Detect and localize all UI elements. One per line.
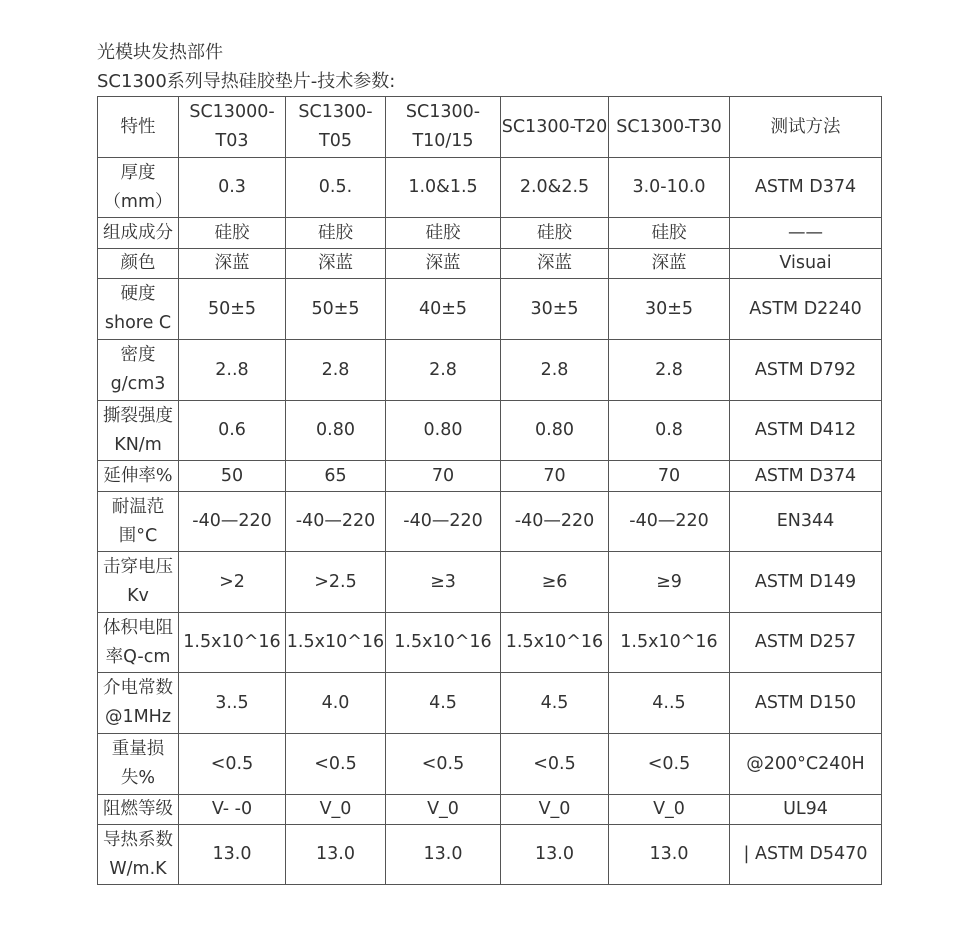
row-label: [98, 249, 179, 279]
value-cell: 40±5: [386, 279, 501, 340]
value-cell: 13.0: [609, 825, 730, 885]
test-method-cell: ASTM D412: [730, 401, 882, 461]
row-label-line: 组成成分: [103, 222, 173, 243]
row-label-line: 导热系数: [103, 829, 173, 850]
value-cell: 硅胶: [609, 218, 730, 249]
value-cell: 70: [501, 461, 609, 492]
row-label-line: 延伸率%: [103, 465, 173, 486]
header-test-method: 测试方法: [730, 97, 882, 158]
value-cell: <0.5: [286, 734, 386, 795]
table-row: [98, 218, 882, 249]
value-cell: 70: [386, 461, 501, 492]
row-label-line: 体积电阻: [103, 617, 173, 638]
value-cell: -40—220: [501, 492, 609, 552]
test-method-cell: @200°C240H: [730, 734, 882, 795]
test-method-cell: ASTM D374: [730, 158, 882, 218]
value-cell: 1.5x10^16: [609, 613, 730, 673]
header-product-line: T10/15: [412, 131, 474, 151]
test-method-cell: ASTM D792: [730, 340, 882, 401]
value-cell: 0.5.: [286, 158, 386, 218]
table-row: [98, 461, 882, 492]
value-cell: 50±5: [286, 279, 386, 340]
row-label: [98, 673, 179, 734]
row-label: [98, 492, 179, 552]
value-cell: -40—220: [286, 492, 386, 552]
header-product-line: T03: [215, 131, 249, 151]
value-cell: 2.0&2.5: [501, 158, 609, 218]
value-cell: 1.5x10^16: [179, 613, 286, 673]
table-row: [98, 401, 882, 461]
test-method-cell: | ASTM D5470: [730, 825, 882, 885]
value-cell: 50: [179, 461, 286, 492]
row-label: [98, 279, 179, 340]
header-row: [98, 97, 882, 158]
value-cell: 70: [609, 461, 730, 492]
value-cell: 2.8: [386, 340, 501, 401]
header-product-2: [286, 97, 386, 158]
value-cell: 2..8: [179, 340, 286, 401]
test-method-cell: ——: [730, 218, 882, 249]
row-label-line: 硬度: [120, 284, 156, 304]
value-cell: 硅胶: [286, 218, 386, 249]
header-product-line: SC1300-: [405, 102, 481, 122]
table-row: [98, 825, 882, 885]
row-label-line: Kv: [127, 586, 149, 606]
test-method-cell: ASTM D150: [730, 673, 882, 734]
value-cell: 4.5: [501, 673, 609, 734]
value-cell: 0.80: [386, 401, 501, 461]
row-label: [98, 218, 179, 249]
value-cell: 4.5: [386, 673, 501, 734]
table-row: [98, 552, 882, 613]
header-product-line: SC1300-: [298, 102, 373, 122]
value-cell: 0.6: [179, 401, 286, 461]
value-cell: 0.3: [179, 158, 286, 218]
spec-table: [97, 96, 882, 885]
row-label-line: 阻燃等级: [103, 799, 173, 819]
value-cell: 30±5: [609, 279, 730, 340]
header-product-3: [386, 97, 501, 158]
row-label: [98, 461, 179, 492]
value-cell: 0.8: [609, 401, 730, 461]
value-cell: -40—220: [386, 492, 501, 552]
header-product-line: T05: [319, 131, 352, 151]
table-row: [98, 158, 882, 218]
value-cell: 13.0: [501, 825, 609, 885]
value-cell: 深蓝: [501, 249, 609, 279]
document-title: 光模块发热部件: [97, 42, 223, 63]
value-cell: 深蓝: [179, 249, 286, 279]
value-cell: <0.5: [386, 734, 501, 795]
table-row: [98, 734, 882, 795]
row-label-line: 重量损: [111, 739, 165, 759]
test-method-cell: ASTM D374: [730, 461, 882, 492]
value-cell: V- -0: [179, 795, 286, 825]
row-label-line: 介电常数: [103, 678, 173, 698]
table-row: [98, 795, 882, 825]
value-cell: 4..5: [609, 673, 730, 734]
header-product-line: SC13000-: [189, 102, 275, 122]
row-label-line: shore C: [104, 313, 172, 333]
value-cell: 0.80: [501, 401, 609, 461]
table-row: [98, 249, 882, 279]
value-cell: 13.0: [179, 825, 286, 885]
value-cell: 1.5x10^16: [386, 613, 501, 673]
row-label-line: g/cm3: [110, 374, 166, 394]
value-cell: 50±5: [179, 279, 286, 340]
value-cell: 0.80: [286, 401, 386, 461]
row-label-line: 密度: [120, 345, 156, 365]
row-label-line: （mm）: [103, 191, 173, 212]
value-cell: 深蓝: [386, 249, 501, 279]
value-cell: 3.0-10.0: [609, 158, 730, 218]
header-product-4: [501, 97, 609, 158]
row-label: [98, 158, 179, 218]
row-label-line: 撕裂强度: [103, 405, 173, 426]
test-method-cell: ASTM D149: [730, 552, 882, 613]
value-cell: 硅胶: [501, 218, 609, 249]
value-cell: ≥3: [386, 552, 501, 613]
value-cell: V_0: [609, 795, 730, 825]
value-cell: 2.8: [609, 340, 730, 401]
value-cell: V_0: [501, 795, 609, 825]
document: [97, 38, 883, 885]
header-product-1: [179, 97, 286, 158]
value-cell: <0.5: [609, 734, 730, 795]
value-cell: 3..5: [179, 673, 286, 734]
test-method-cell: UL94: [730, 795, 882, 825]
value-cell: <0.5: [501, 734, 609, 795]
value-cell: 深蓝: [609, 249, 730, 279]
value-cell: -40—220: [609, 492, 730, 552]
value-cell: -40—220: [179, 492, 286, 552]
row-label-line: 耐温范: [111, 496, 165, 517]
row-label: [98, 552, 179, 613]
value-cell: 65: [286, 461, 386, 492]
test-method-cell: ASTM D2240: [730, 279, 882, 340]
table-row: [98, 340, 882, 401]
row-label-line: 率Q-cm: [105, 646, 171, 667]
value-cell: 1.5x10^16: [501, 613, 609, 673]
header-product-line: SC1300-T30: [616, 116, 722, 137]
table-row: [98, 492, 882, 552]
value-cell: 硅胶: [386, 218, 501, 249]
table-row: [98, 673, 882, 734]
value-cell: V_0: [286, 795, 386, 825]
row-label-line: W/m.K: [109, 858, 167, 879]
value-cell: 1.0&1.5: [386, 158, 501, 218]
row-label-line: KN/m: [114, 434, 162, 455]
value-cell: V_0: [386, 795, 501, 825]
row-label: [98, 734, 179, 795]
table-row: [98, 279, 882, 340]
test-method-cell: EN344: [730, 492, 882, 552]
value-cell: ≥9: [609, 552, 730, 613]
header-property: 特性: [98, 97, 179, 158]
table-row: [98, 613, 882, 673]
value-cell: 30±5: [501, 279, 609, 340]
value-cell: 4.0: [286, 673, 386, 734]
value-cell: 13.0: [286, 825, 386, 885]
value-cell: 2.8: [501, 340, 609, 401]
header-product-5: [609, 97, 730, 158]
row-label: [98, 795, 179, 825]
row-label-line: @1MHz: [104, 707, 172, 727]
row-label: [98, 613, 179, 673]
row-label-line: 失%: [120, 768, 156, 788]
value-cell: 1.5x10^16: [286, 613, 386, 673]
row-label-line: 厚度: [120, 162, 156, 183]
row-label: [98, 401, 179, 461]
value-cell: <0.5: [179, 734, 286, 795]
value-cell: >2: [179, 552, 286, 613]
value-cell: >2.5: [286, 552, 386, 613]
test-method-cell: ASTM D257: [730, 613, 882, 673]
row-label: [98, 340, 179, 401]
value-cell: 2.8: [286, 340, 386, 401]
value-cell: ≥6: [501, 552, 609, 613]
value-cell: 硅胶: [179, 218, 286, 249]
document-subtitle: SC1300系列导热硅胶垫片-技术参数:: [97, 71, 396, 92]
row-label: [98, 825, 179, 885]
row-label-line: 围°C: [118, 525, 158, 546]
header-product-line: SC1300-T20: [501, 116, 608, 137]
row-label-line: 颜色: [120, 253, 156, 273]
value-cell: 深蓝: [286, 249, 386, 279]
test-method-cell: Visuai: [730, 249, 882, 279]
row-label-line: 击穿电压: [103, 557, 173, 577]
value-cell: 13.0: [386, 825, 501, 885]
